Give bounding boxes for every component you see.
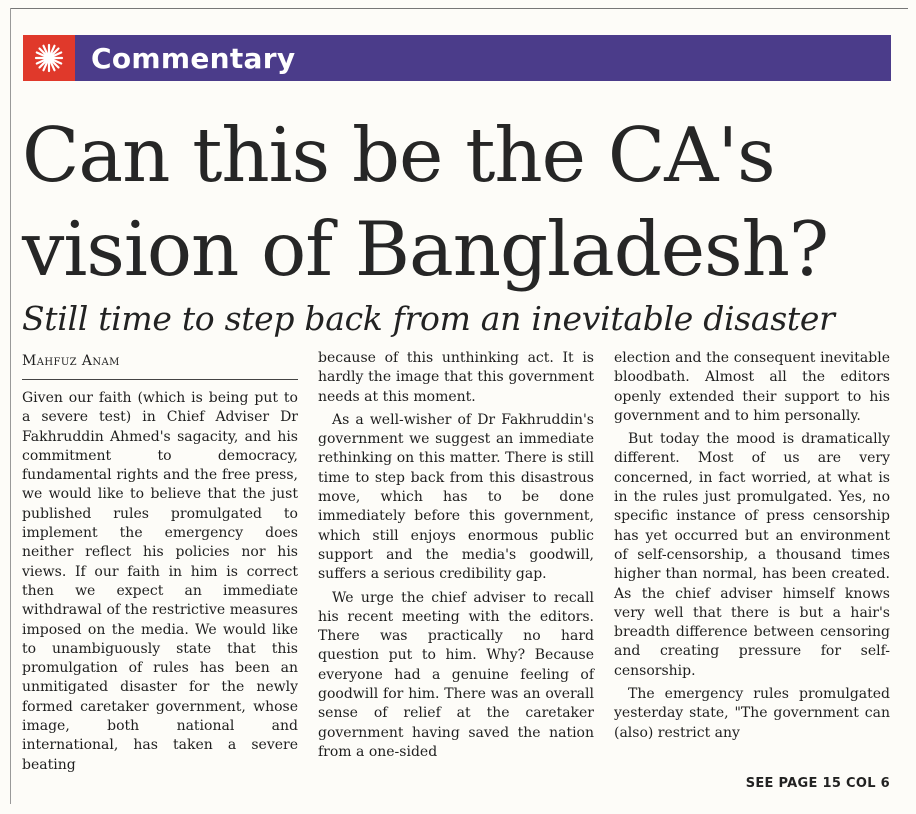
body-column-3 <box>614 349 890 743</box>
paragraph: election and the consequent inevitable bloodbath. Almost all the editors openly extended their support to his government and to him personally. <box>614 350 890 424</box>
byline-rule <box>22 379 298 380</box>
headline <box>22 108 902 296</box>
body-column-2 <box>318 349 594 762</box>
kicker-accent-box <box>23 35 75 81</box>
paragraph: Given our faith (which is being put to a severe test) in Chief Adviser Dr Fakhruddin Ahmed's sagacity, and his commitment to democracy, fundamental rights and the free press, we would like to believe that the just published rules promulgated to implement the emergency does neither reflect his policies nor his views. If our faith in him is correct then we expect an immediate withdrawal of the restrictive measures imposed on the media. We would like to unambiguously state that this promulgation of rules has been an unmitigated disaster for the newly formed caretaker government, whose image, both national and international, has taken a severe beating <box>22 390 298 773</box>
deck-subheadline: Still time to step back from an inevitable disaster <box>22 299 835 338</box>
paragraph: But today the mood is dramatically different. Most of us are very concerned, in fact worried, at what is in the rules just promulgated. Yes, no specific instance of press censorship has yet occurred but an environment of self-censorship, a thousand times higher than normal, has been created. As the chief adviser himself knows very well that there is but a hair's breadth difference between censoring and creating pressure for self-censorship. <box>614 431 890 679</box>
byline: Mahfuz Anam <box>22 353 120 369</box>
paragraph: As a well-wisher of Dr Fakhruddin's government we suggest an immediate rethinking on this matter. There is still time to step back from this disastrous move, which has to be done immediately before this government, which still enjoys enormous public support and the media's goodwill, suffers a serious credibility gap. <box>318 411 594 583</box>
left-rule <box>10 8 11 804</box>
headline-line-2: vision of Bangladesh? <box>22 205 829 293</box>
body-column-1 <box>22 389 298 775</box>
continuation-jump: SEE PAGE 15 COL 6 <box>745 776 890 791</box>
section-label: Commentary <box>91 41 296 75</box>
paragraph: The emergency rules promulgated yesterday state, "The government can (also) restrict any <box>614 686 890 741</box>
section-kicker <box>23 35 891 81</box>
paragraph: We urge the chief adviser to recall his recent meeting with the editors. There was practically no hard question put to him. Why? Because everyone had a genuine feeling of goodwill for him. There was an overall sense of relief at the caretaker government having saved the nation from a one-sided <box>318 589 594 760</box>
headline-line-1: Can this be the CA's <box>22 111 775 199</box>
paragraph: because of this unthinking act. It is hardly the image that this government needs at this moment. <box>318 350 594 405</box>
top-rule <box>10 8 908 9</box>
starburst-icon <box>34 43 64 73</box>
